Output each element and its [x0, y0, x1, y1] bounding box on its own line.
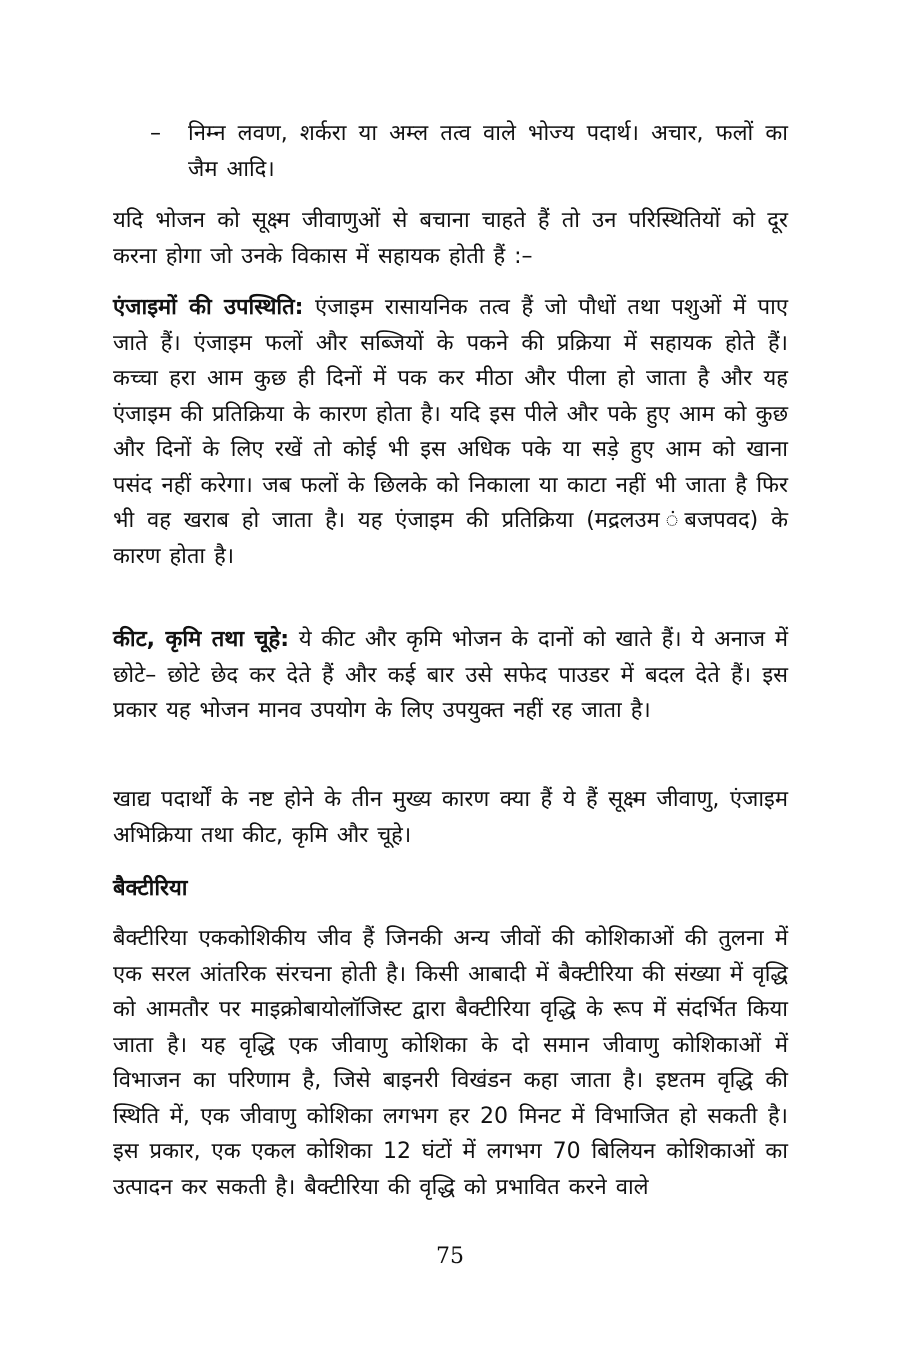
page-number: 75: [436, 1244, 464, 1269]
enzyme-body: एंजाइम रासायनिक तत्व हैं जो पौधों तथा पशुओं में पाए जाते हैं। एंजाइम फलों और सब्जियों के पकने की प्रक्रिया में सहायक होते हैं। कच्चा हरा आम कुछ ही दिनों में पक कर मीठा और पीला हो जाता है और यह एंजाइम की प्रतिक्रिया के कारण होता है। यदि इस पीले और पके हुए आम को कुछ और दिनों के लिए रखें तो कोई भी इस अधिक पके या सड़े हुए आम को खाना पसंद नहीं करेगा। जब फलों के छिलके को निकाला या काटा नहीं भी जाता है फिर भी वह खराब हो जाता है। यह एंजाइम की प्रतिक्रिया (मद्रलउम ंबजपवद) के कारण होता है।: [113, 295, 789, 569]
term-pests: कीट, कृमि तथा चूहे:: [113, 627, 289, 652]
bullet-dash: –: [150, 121, 161, 146]
term-enzyme: एंजाइमों की उपस्थिति:: [113, 295, 304, 320]
paragraph-summary: खाद्य पदार्थों के नष्ट होने के तीन मुख्य कारण क्या हैं ये हैं सूक्ष्म जीवाणु, एंजाइम अभिक्रिया तथा कीट, कृमि और चूहे।: [113, 787, 788, 848]
bullet-item-text: निम्न लवण, शर्करा या अम्ल तत्व वाले भोज्य पदार्थ। अचार, फलों का जैम आदि।: [188, 121, 788, 182]
pests-body: ये कीट और कृमि भोजन के दानों को खाते हैं। ये अनाज में छोटे– छोटे छेद कर देते हैं और कई बार उसे सफेद पाउडर में बदल देते हैं। इस प्रकार यह भोजन मानव उपयोग के लिए उपयुक्त नहीं रह जाता है।: [113, 627, 789, 723]
paragraph-enzyme: [113, 290, 788, 574]
section-heading-bacteria: बैक्टीरिया: [113, 876, 188, 901]
paragraph-intro: यदि भोजन को सूक्ष्म जीवाणुओं से बचाना चाहते हैं तो उन परिस्थितियों को दूर करना होगा जो उनके विकास में सहायक होती हैं :–: [113, 208, 788, 269]
paragraph-bacteria: बैक्टीरिया एककोशिकीय जीव हैं जिनकी अन्य जीवों की कोशिकाओं की तुलना में एक सरल आंतरिक संरचना होती है। किसी आबादी में बैक्टीरिया की संख्या में वृद्धि को आमतौर पर माइक्रोबायोलॉजिस्ट द्वारा बैक्टीरिया वृद्धि के रूप में संदर्भित किया जाता है। यह वृद्धि एक जीवाणु कोशिका के दो समान जीवाणु कोशिकाओं में विभाजन का परिणाम है, जिसे बाइनरी विखंडन कहा जाता है। इष्टतम वृद्धि की स्थिति में, एक जीवाणु कोशिका लगभग हर 20 मिनट में विभाजित हो सकती है। इस प्रकार, एक एकल कोशिका 12 घंटों में लगभग 70 बिलियन कोशिकाओं का उत्पादन कर सकती है। बैक्टीरिया की वृद्धि को प्रभावित करने वाले: [113, 926, 788, 1200]
paragraph-pests: [113, 622, 788, 729]
